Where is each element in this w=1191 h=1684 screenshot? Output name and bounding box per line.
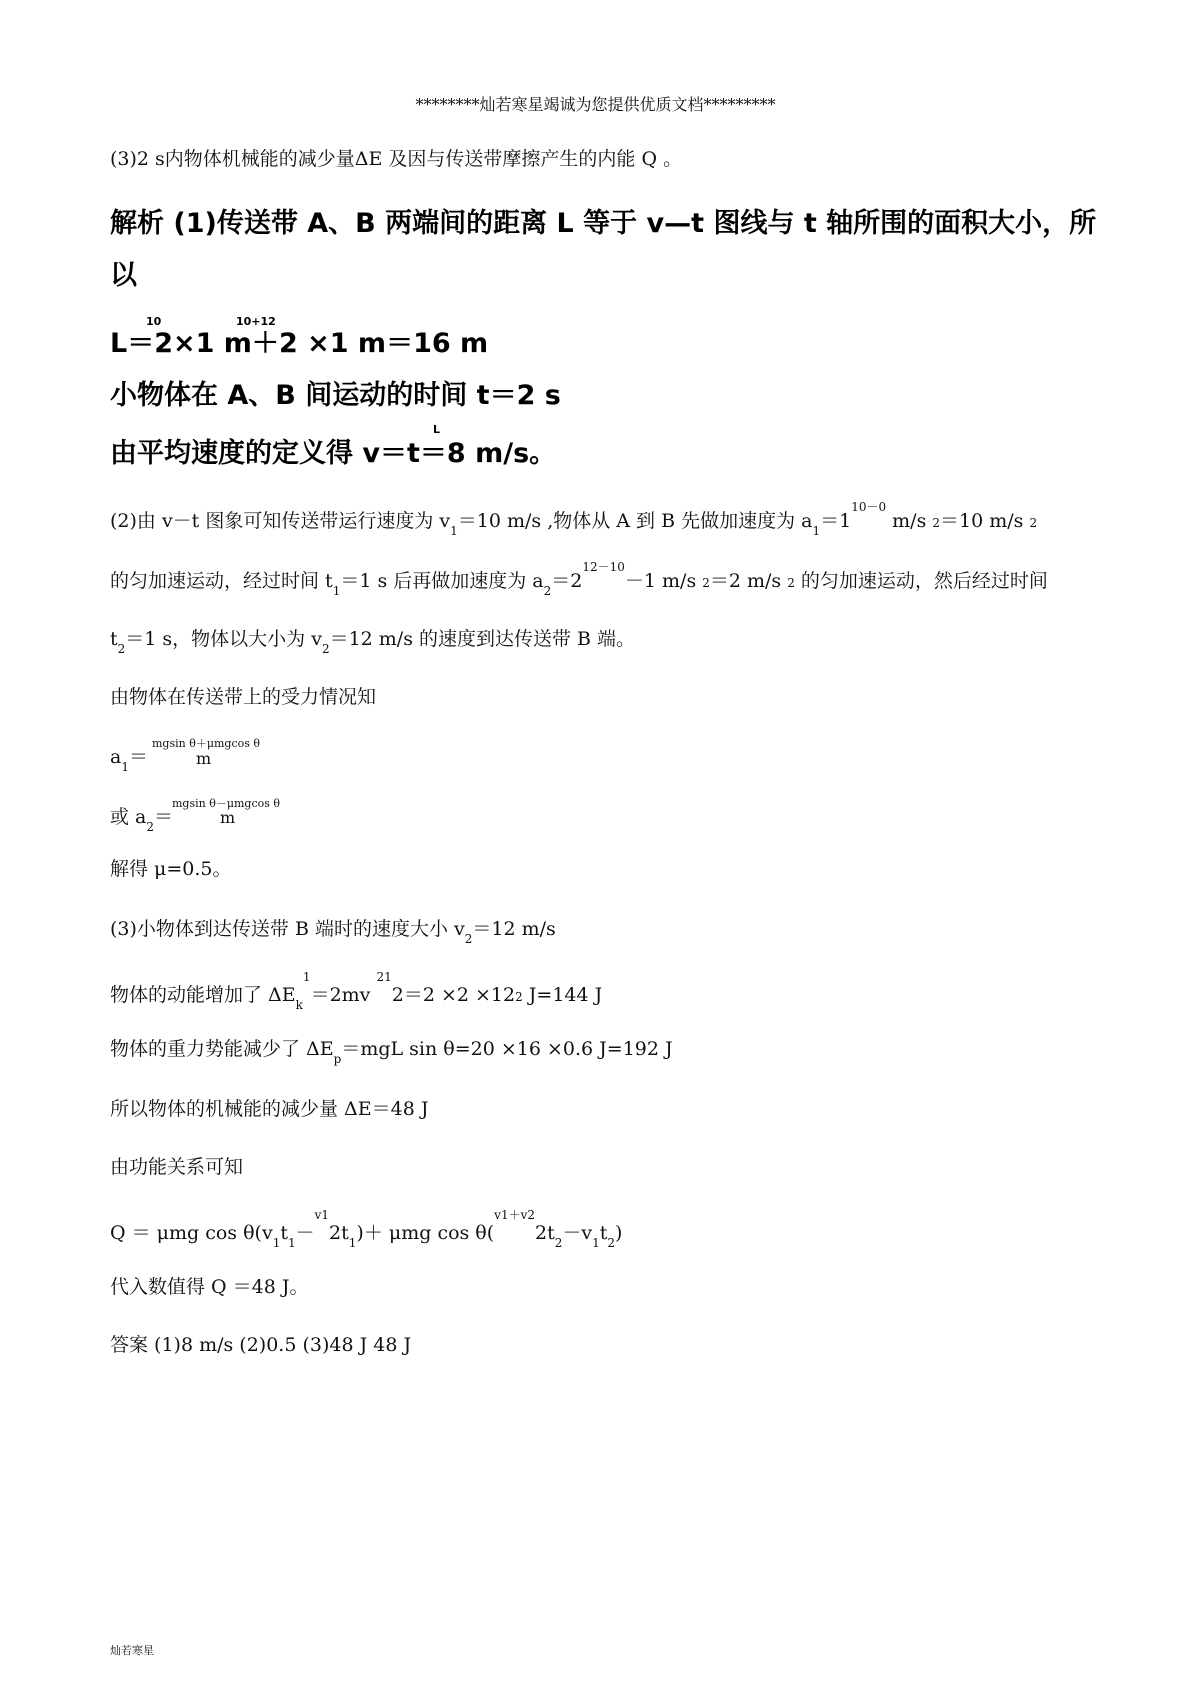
numerator: mgsin θ＋μmgcos θ bbox=[152, 737, 261, 750]
text: m/s bbox=[886, 510, 933, 532]
work-energy-line: 由功能关系可知 bbox=[110, 1156, 244, 1178]
subscript: 1 bbox=[121, 760, 129, 774]
subscript: 2 bbox=[515, 990, 523, 1004]
mu-result: 解得 μ=0.5。 bbox=[110, 858, 232, 880]
text: 的匀加速运动，经过时间 t bbox=[110, 570, 333, 592]
question-3: (3)2 s内物体机械能的减少量ΔE 及因与传送带摩擦产生的内能 Q 。 bbox=[110, 148, 683, 170]
text: ＝ bbox=[154, 806, 174, 828]
subscript: p bbox=[333, 1052, 342, 1066]
text: a bbox=[110, 746, 122, 768]
text: t bbox=[280, 1222, 288, 1244]
text: 2t bbox=[329, 1222, 349, 1244]
text: － bbox=[295, 1222, 315, 1244]
superscript: v1＋v2 bbox=[494, 1208, 536, 1222]
text: ) bbox=[615, 1222, 623, 1244]
subscript: 1 bbox=[812, 524, 821, 538]
force-line: 由物体在传送带上的受力情况知 bbox=[110, 686, 377, 708]
text: Q ＝ μmg cos θ(v bbox=[110, 1222, 273, 1244]
text: －v bbox=[562, 1222, 593, 1244]
part2-line-2 bbox=[110, 560, 1048, 598]
text: )＋ μmg cos θ( bbox=[356, 1222, 495, 1244]
text: ＝1 bbox=[820, 510, 852, 532]
subscript: 2 bbox=[1029, 516, 1038, 530]
text: (3)小物体到达传送带 B 端时的速度大小 v bbox=[110, 918, 465, 940]
part2-line-3 bbox=[110, 628, 636, 656]
subscript: 2 bbox=[702, 576, 710, 590]
avg-velocity-b: t＝8 m/s。 bbox=[407, 438, 557, 469]
superscript: 12－10 bbox=[582, 560, 625, 574]
text: J=144 J bbox=[522, 984, 603, 1006]
text: (2)由 v－t 图象可知传送带运行速度为 v bbox=[110, 510, 451, 532]
page-footer: 灿若寒星 bbox=[110, 1644, 154, 1657]
text: ＝10 m/s bbox=[940, 510, 1030, 532]
text: ＝ bbox=[128, 746, 148, 768]
text: －1 m/s bbox=[624, 570, 703, 592]
subscript: 1 bbox=[450, 524, 458, 538]
subscript: 2 bbox=[464, 932, 473, 946]
part3-speed bbox=[110, 918, 556, 946]
solution-line-2: 以 bbox=[110, 260, 137, 291]
text: 物体的重力势能减少了 ΔE bbox=[110, 1038, 334, 1060]
avg-velocity-sup: L bbox=[433, 423, 441, 436]
a2-formula bbox=[110, 797, 281, 834]
superscript: 2 bbox=[376, 970, 385, 984]
eq-L-sup-2: 10+12 bbox=[236, 315, 276, 328]
subscript: k bbox=[295, 998, 303, 1012]
subscript: 2 bbox=[117, 642, 126, 656]
superscript: v1 bbox=[314, 1208, 330, 1222]
subscript: 2 bbox=[543, 584, 552, 598]
text: 2 bbox=[535, 1222, 548, 1244]
denominator: m bbox=[220, 808, 236, 827]
text: ＝10 m/s ,物体从 A 到 B 先做加速度为 a bbox=[457, 510, 813, 532]
text: 或 a bbox=[110, 806, 147, 828]
text: ＝mgL sin θ=20 ×16 ×0.6 J=192 J bbox=[341, 1038, 673, 1060]
heat-formula bbox=[110, 1208, 623, 1250]
text: ＝12 m/s bbox=[472, 918, 556, 940]
potential-energy-line bbox=[110, 1038, 673, 1066]
text: t bbox=[547, 1222, 555, 1244]
a1-formula bbox=[110, 737, 261, 774]
superscript: 1 bbox=[302, 970, 311, 984]
substitute-line: 代入数值得 Q ＝48 J。 bbox=[110, 1276, 309, 1298]
part2-line-1 bbox=[110, 500, 1038, 538]
text: 的匀加速运动，然后经过时间 bbox=[794, 570, 1048, 592]
text: 2＝2 ×2 ×12 bbox=[391, 984, 516, 1006]
text: ＝2mv bbox=[310, 984, 377, 1006]
subscript: 1 bbox=[332, 584, 341, 598]
subscript: 1 bbox=[592, 1236, 600, 1250]
eq-L-sup-1: 10 bbox=[146, 315, 162, 328]
subscript: 2 bbox=[787, 576, 795, 590]
subscript: 1 bbox=[272, 1236, 281, 1250]
text: ＝1 s，物体以大小为 v bbox=[125, 628, 322, 650]
kinetic-energy-line bbox=[110, 970, 603, 1012]
subscript: 2 bbox=[554, 1236, 563, 1250]
superscript: 10－0 bbox=[851, 500, 887, 514]
subscript: 2 bbox=[607, 1236, 616, 1250]
subscript: 2 bbox=[321, 642, 330, 656]
superscript: 1 bbox=[384, 970, 392, 984]
page-header: ********灿若寒星竭诚为您提供优质文档********* bbox=[415, 95, 776, 114]
text: ＝12 m/s 的速度到达传送带 B 端。 bbox=[329, 628, 636, 650]
text: ＝2 m/s bbox=[709, 570, 788, 592]
avg-velocity-line bbox=[110, 423, 557, 469]
mech-energy-loss: 所以物体的机械能的减少量 ΔE＝48 J bbox=[110, 1098, 429, 1120]
solution-line-1: 解析 (1)传送带 A、B 两端间的距离 L 等于 v—t 图线与 t 轴所围的面积大小，所 bbox=[110, 208, 1097, 239]
eq-L-part-b: 2 ×1 m＝16 m bbox=[278, 328, 489, 359]
eq-L-part-a: L＝2×1 m＋ bbox=[110, 328, 279, 359]
denominator: m bbox=[196, 749, 212, 768]
text: t bbox=[599, 1222, 608, 1244]
text: ＝1 s 后再做加速度为 a bbox=[340, 570, 544, 592]
subscript: 1 bbox=[287, 1236, 296, 1250]
text: ＝2 bbox=[551, 570, 583, 592]
answer-line: 答案 (1)8 m/s (2)0.5 (3)48 J 48 J bbox=[110, 1334, 412, 1356]
equation-L bbox=[110, 315, 489, 359]
avg-velocity-a: 由平均速度的定义得 v＝ bbox=[110, 438, 407, 469]
subscript: 2 bbox=[146, 820, 155, 834]
text: t bbox=[110, 628, 118, 650]
time-line: 小物体在 A、B 间运动的时间 t＝2 s bbox=[110, 380, 561, 411]
subscript: 1 bbox=[348, 1236, 357, 1250]
numerator: mgsin θ－μmgcos θ bbox=[172, 797, 281, 810]
text: 物体的动能增加了 ΔE bbox=[110, 984, 296, 1006]
subscript: 2 bbox=[932, 516, 940, 530]
